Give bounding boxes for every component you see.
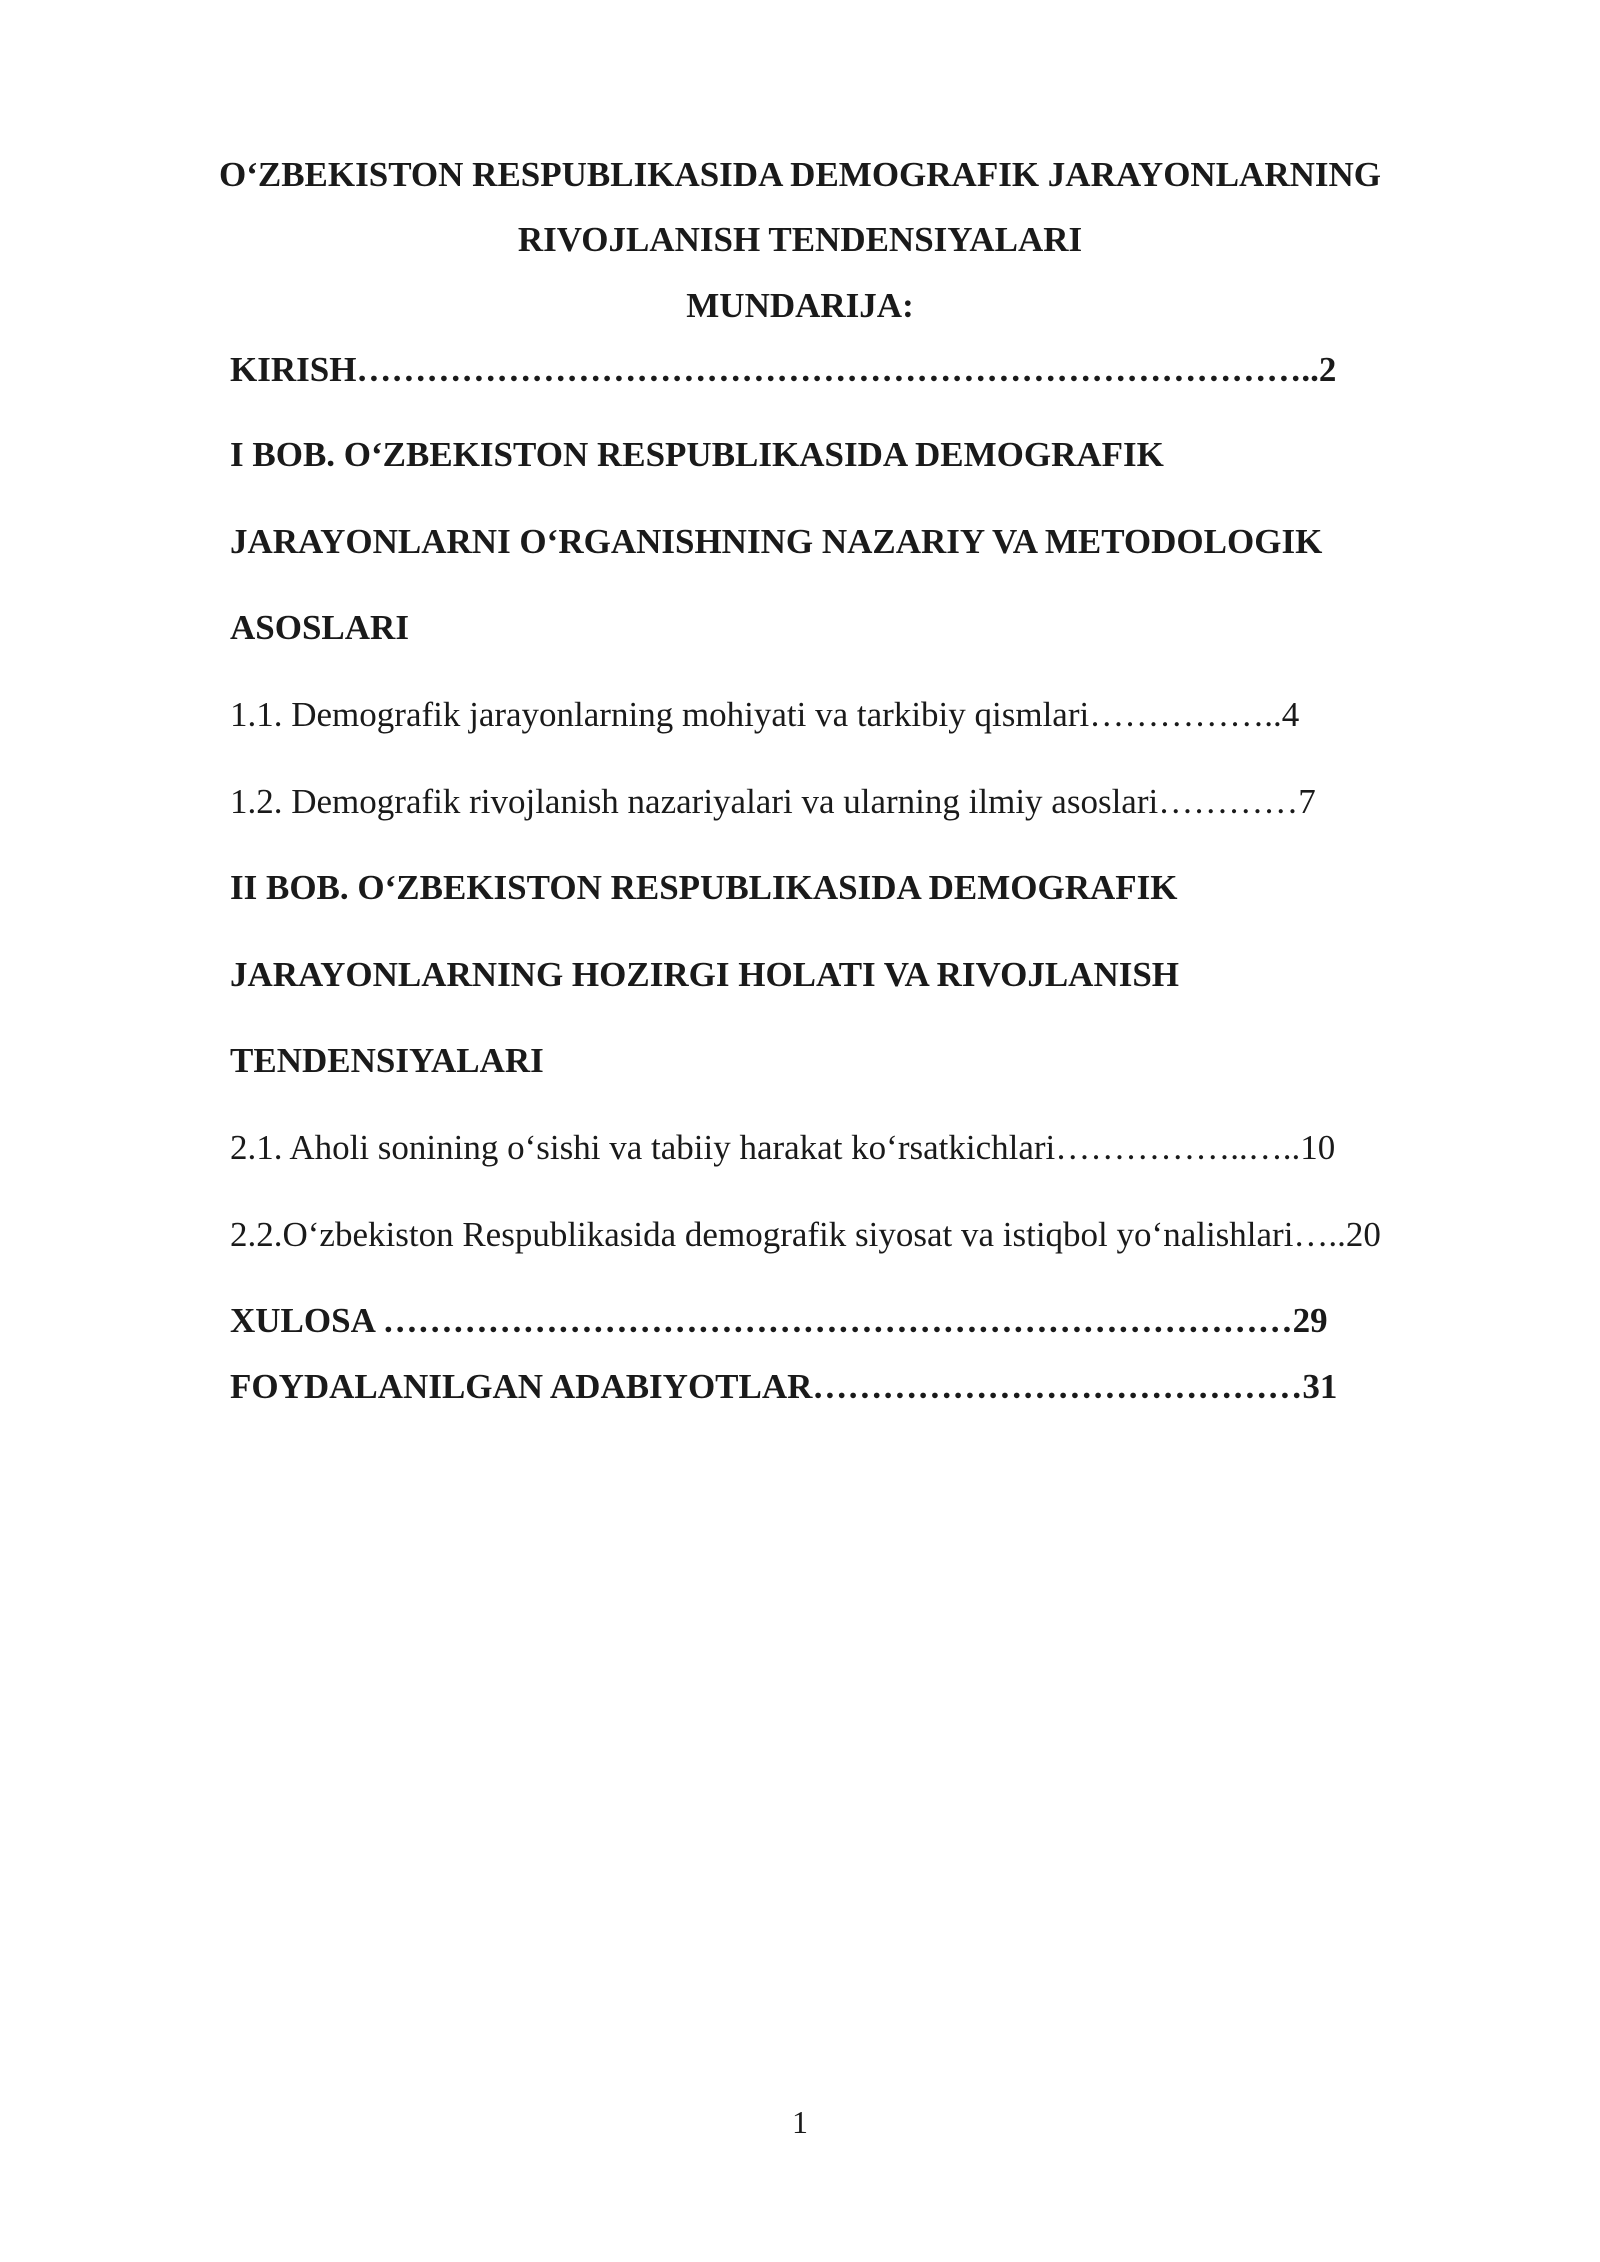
toc-chapter1-title-line-2: JARAYONLARNI O‘RGANISHNING NAZARIY VA METODOLOGIK (230, 522, 1323, 561)
toc-entry-references: FOYDALANILGAN ADABIYOTLAR……………………………………31 (230, 1367, 1338, 1406)
toc-chapter1-title-line-1: I BOB. O‘ZBEKISTON RESPUBLIKASIDA DEMOGRAFIK (230, 435, 1164, 474)
toc-chapter2-title-line-1: II BOB. O‘ZBEKISTON RESPUBLIKASIDA DEMOGRAFIK (230, 868, 1178, 907)
document-title-line-1: O‘ZBEKISTON RESPUBLIKASIDA DEMOGRAFIK JARAYONLARNING (218, 155, 1381, 194)
page-number: 1 (792, 2104, 808, 2140)
toc-chapter2-title-line-3: TENDENSIYALARI (230, 1041, 544, 1080)
toc-entry-intro: KIRISH………………………………………………………………………..2 (230, 350, 1337, 389)
toc-entry-conclusion: XULOSA ……………………………………………………………………29 (230, 1301, 1328, 1340)
toc-section-1-1: 1.1. Demografik jarayonlarning mohiyati va tarkibiy qismlari……………..4 (230, 695, 1300, 734)
contents-heading: MUNDARIJA: (686, 286, 914, 325)
toc-section-2-2: 2.2.O‘zbekiston Respublikasida demografik siyosat va istiqbol yo‘nalishlari…..20 (230, 1215, 1381, 1254)
toc-section-2-1: 2.1. Aholi sonining o‘sishi va tabiiy harakat ko‘rsatkichlari……………..…..10 (230, 1128, 1336, 1167)
toc-section-1-2: 1.2. Demografik rivojlanish nazariyalari va ularning ilmiy asoslari…………7 (230, 782, 1316, 821)
toc-chapter2-title-line-2: JARAYONLARNING HOZIRGI HOLATI VA RIVOJLANISH (230, 955, 1180, 994)
document-title-line-2: RIVOJLANISH TENDENSIYALARI (517, 220, 1083, 259)
toc-chapter1-title-line-3: ASOSLARI (230, 608, 409, 647)
